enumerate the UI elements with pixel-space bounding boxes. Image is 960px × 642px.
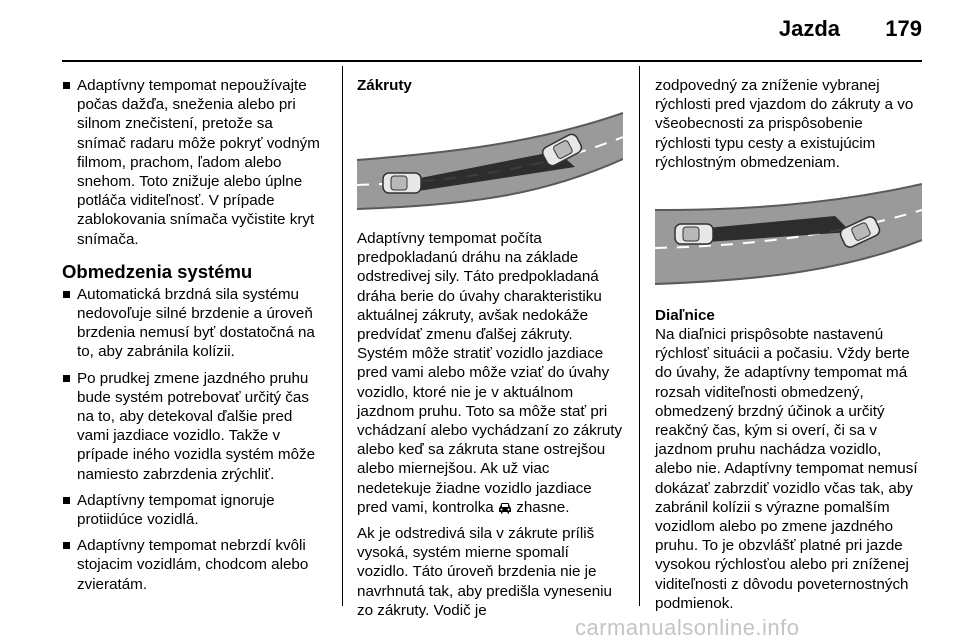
car-front-icon [498,501,512,514]
own-car-icon [383,173,421,193]
watermark: carmanualsonline.info [575,615,800,640]
page-header [0,0,960,62]
column-middle [357,76,623,627]
paragraph-curves-1: Adaptívny tempomat počíta predpokladanú dráhu na základe odstredivej sily. Táto predpokladaná dráha berie do úvahy charakteristiku aktuálnej zákruty, avšak nedokáže predvídať zmenu ďalšej zákruty. Systém môže stratiť vozidlo jazdiace pred vami alebo môže vziať do úvahy vozidlo, ktoré nie je v aktuálnom jazdnom pruhu. Toto sa môže stať pri vchádzaní alebo vychádzaní zo zákruty alebo keď sa zákruta stane ostrejšou alebo miernejšou. Ak už viac nedetekuje žiadne vozidlo jazdiace pred vami, kontrolka zhasne. [357,230,623,516]
list-item: Adaptívny tempomat ignoruje protiidúce vozidlá. [62,491,324,529]
list-item: Adaptívny tempomat nebrzdí kvôli stojacim vozidlám, chodcom alebo zvieratám. [62,536,324,594]
bullet-list-limits [62,285,324,594]
heading-system-limits: Obmedzenia systému [62,260,253,282]
column-divider [639,66,640,606]
section-title: Jazda [778,16,840,41]
bullet-list-top [62,76,324,249]
heading-highways: Diaľnice [655,307,715,325]
paragraph-highways: Na diaľnici prispôsobte nastavenú rýchlosť situácii a počasiu. Vždy berte do úvahy, že adaptívny tempomat má rozsah viditeľnosti obmedzený, obmedzený brzdný účinok a určitý reakčný čas, kým si overí, či sa v jazdnom pruhu nachádza vozidlo, alebo nie. Adaptívny tempomat nemusí dokázať zabrzdiť vozidlo včas tak, aby zabránil kolízii s výrazne pomalším vozidlom alebo po zmene jazdného pruhu. To je obzvlášť platné pri jazde vysokou rýchlosťou alebo pri zníženej viditeľnosti z dôvodu poveternostných podmienok. [655,326,918,612]
own-car-icon [675,224,713,244]
paragraph-responsibility: zodpovedný za zníženie vybranej rýchlosti pred vjazdom do zákruty a vo všeobecnosti za prispôsobenie rýchlosti typu cesty a existujúcim rýchlostným obmedzeniam. [655,77,914,171]
page-number: 179 [885,16,922,41]
curve-road-illustration [357,105,623,213]
column-divider [342,66,343,606]
list-item: Automatická brzdná sila systému nedovoľuje silné brzdenie a úroveň brzdenia nemusí byť dostatočná na to, aby zabránila kolízii. [62,285,324,362]
paragraph-curves-2: Ak je odstredivá sila v zákrute príliš vysoká, systém mierne spomalí vozidlo. Táto úroveň brzdenia nie je navrhnutá tak, aby predišla vyneseniu zo zákruty. Vodič je [357,525,612,619]
heading-curves: Zákruty [357,77,412,94]
column-right [655,76,922,620]
header-rule [62,60,922,62]
list-item: Adaptívny tempomat nepoužívajte počas dažďa, sneženia alebo pri silnom znečistení, pretože sa snímač radaru môže pokryť vodným filmom, prachom, ľadom alebo snehom. Toto znižuje alebo úplne potláča viditeľnosť. V prípade zablokovania snímača vyčistite kryt snímača. [62,76,324,249]
highway-curve-illustration [655,180,922,288]
column-left [62,76,324,601]
list-item: Po prudkej zmene jazdného pruhu bude systém potrebovať určitý čas na to, aby detekoval ďalšie pred vami jazdiace vozidlo. Takže v prípade iného vozidla systém môže namiesto zabrzdenia zrýchliť. [62,369,324,484]
